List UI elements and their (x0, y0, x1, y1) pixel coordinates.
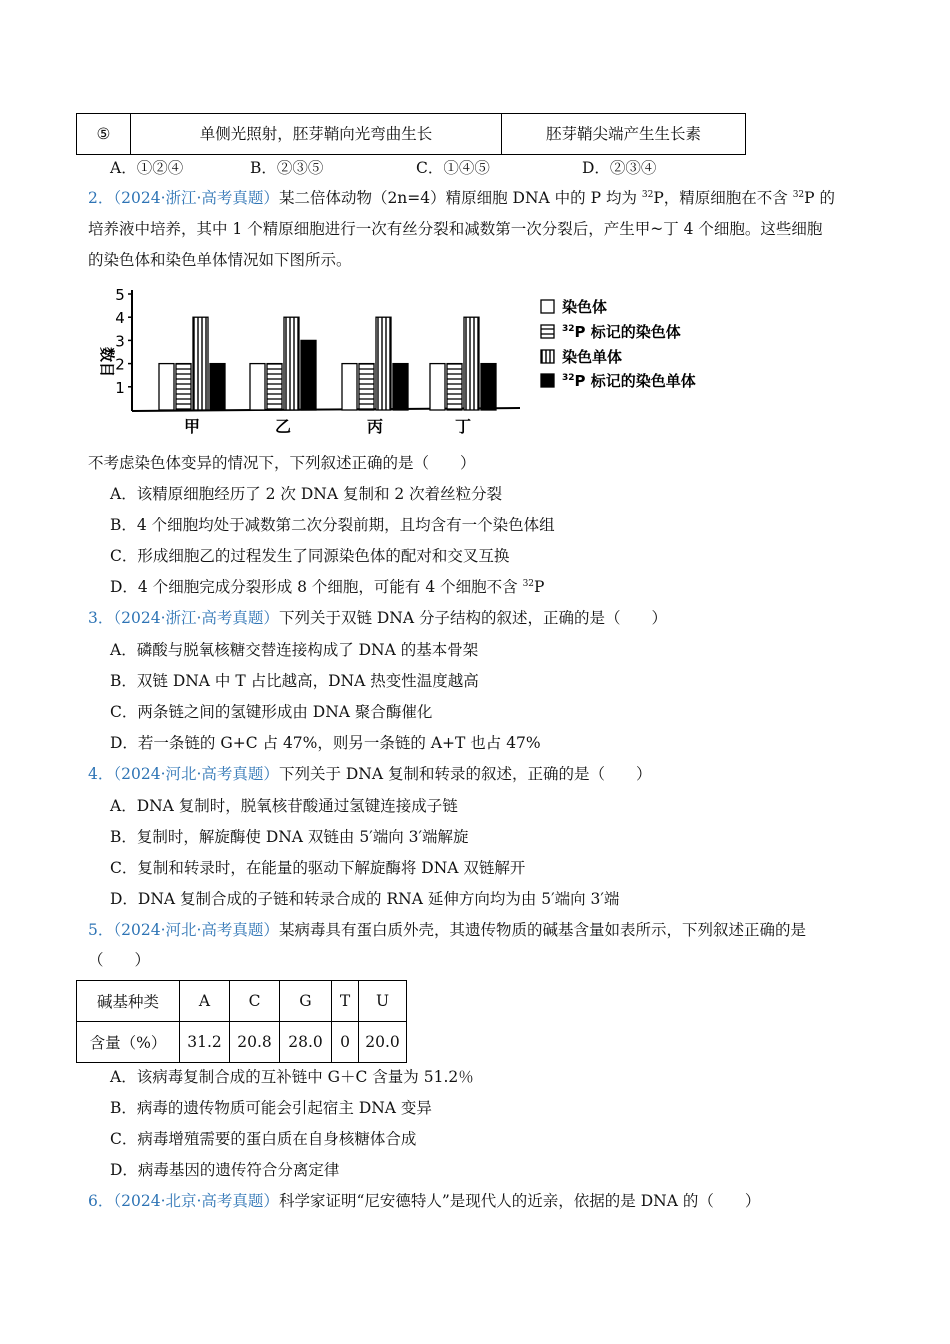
x-tick-label: 丁 (454, 417, 472, 436)
superscript: 32 (792, 190, 805, 200)
question-source: （2024·北京·高考真题） (113, 1192, 279, 1210)
phenomenon-cell: 单侧光照射，胚芽鞘向光弯曲生长 (199, 125, 433, 143)
table-cell: 31.2 (180, 1022, 230, 1063)
bar (267, 364, 282, 410)
bar (481, 364, 496, 410)
q5-line (88, 919, 806, 941)
q1-option-a: A．①②④ (110, 159, 184, 177)
q5-option-b: B．病毒的遗传物质可能会引起宿主 DNA 变异 (110, 1099, 432, 1117)
explanation-cell: 胚芽鞘尖端产生生长素 (545, 125, 701, 143)
q4-line (88, 763, 651, 785)
question-number: 3． (88, 609, 114, 627)
legend-swatch (541, 350, 554, 363)
bar (447, 364, 462, 410)
q6-line (88, 1190, 760, 1212)
q2-text: P 的 (804, 189, 836, 207)
y-tick-label: 1 (115, 378, 125, 397)
x-tick-label: 丙 (366, 417, 384, 436)
q2-option-c: C．形成细胞乙的过程发生了同源染色体的配对和交叉互换 (110, 547, 510, 565)
q5-option-d: D．病毒基因的遗传符合分离定律 (110, 1161, 340, 1179)
bar (430, 364, 445, 410)
q4-option-d: D．DNA 复制合成的子链和转录合成的 RNA 延伸方向均为由 5′端向 3′端 (110, 890, 620, 908)
q2-option-b: B．4 个细胞均处于减数第二次分裂前期，且均含有一个染色体组 (110, 516, 555, 534)
question-source: （2024·河北·高考真题） (113, 765, 279, 783)
q2-option-d-text: D．4 个细胞完成分裂形成 8 个细胞，可能有 4 个细胞不含 (110, 578, 523, 596)
q3-option-d: D．若一条链的 G+C 占 47%，则另一条链的 A+T 也占 47% (110, 734, 541, 752)
q2-option-a: A．该精原细胞经历了 2 次 DNA 复制和 2 次着丝粒分裂 (110, 485, 503, 503)
q3-option-c: C．两条链之间的氢键形成由 DNA 聚合酶催化 (110, 703, 433, 721)
q3-stem: 下列关于双链 DNA 分子结构的叙述，正确的是（ ） (278, 609, 667, 627)
question-number: 2． (88, 189, 114, 207)
table-header: C (230, 981, 280, 1022)
y-tick-label: 2 (115, 355, 125, 374)
q1-option-c: C．①④⑤ (416, 159, 490, 177)
legend-label: 染色体 (562, 298, 608, 316)
bar (342, 364, 357, 410)
legend-swatch (541, 325, 554, 338)
chromosome-bar-chart (92, 280, 732, 445)
q2-option-d-text: P (534, 578, 545, 596)
question-number: 6． (88, 1192, 114, 1210)
table-cell: 0 (332, 1022, 359, 1063)
bar (464, 317, 479, 410)
q5-option-a: A．该病毒复制合成的互补链中 G＋C 含量为 51.2％ (110, 1068, 474, 1086)
table-header: G (280, 981, 332, 1022)
y-tick-label: 4 (115, 309, 125, 328)
bar (176, 364, 191, 410)
q3-option-a: A．磷酸与脱氧核糖交替连接构成了 DNA 的基本骨架 (110, 641, 479, 659)
question-number: 4． (88, 765, 114, 783)
superscript: 32 (522, 579, 535, 589)
q2-line1 (88, 187, 835, 209)
legend-label: $^{32}$P 标记的染色体 (562, 323, 681, 341)
q2-line2: 培养液中培养，其中 1 个精原细胞进行一次有丝分裂和减数第一次分裂后，产生甲~丁 4 个细胞。这些细胞 (88, 220, 823, 238)
x-tick-label: 乙 (274, 417, 292, 436)
bar (376, 317, 391, 410)
bar (393, 364, 408, 410)
q4-option-a: A．DNA 复制时，脱氧核苷酸通过氢键连接成子链 (110, 797, 458, 815)
question-number: 5． (88, 921, 114, 939)
question-source: （2024·浙江·高考真题） (113, 609, 279, 627)
superscript: 32 (641, 190, 654, 200)
table-cell: 20.0 (359, 1022, 407, 1063)
x-tick-label: 甲 (183, 417, 201, 436)
legend-label: $^{32}$P 标记的染色单体 (562, 372, 696, 390)
y-axis-label: 数目 (98, 346, 116, 378)
table-header: A (180, 981, 230, 1022)
q2-text: 某二倍体动物（2n=4）精原细胞 DNA 中的 P 均为 (278, 189, 642, 207)
answer-table-row (76, 113, 746, 155)
q5-stem-cont: （ ） (88, 951, 151, 969)
q6-stem: 科学家证明“尼安德特人”是现代人的近亲，依据的是 DNA 的（ ） (278, 1192, 761, 1210)
q3-line (88, 607, 667, 629)
row-number: ⑤ (96, 125, 111, 143)
q4-option-c: C．复制和转录时，在能量的驱动下解旋酶将 DNA 双链解开 (110, 859, 526, 877)
bar (193, 317, 208, 410)
bar (284, 317, 299, 410)
bar (250, 364, 265, 410)
bar (210, 364, 225, 410)
bar (301, 340, 316, 410)
q2-text: P，精原细胞在不含 (653, 189, 793, 207)
q2-stem: 不考虑染色体变异的情况下，下列叙述正确的是（ ） (88, 454, 476, 472)
table-header: T (332, 981, 359, 1022)
y-tick-label: 5 (115, 286, 125, 304)
question-source: （2024·浙江·高考真题） (113, 189, 279, 207)
table-cell: 20.8 (230, 1022, 280, 1063)
q3-option-b: B．双链 DNA 中 T 占比越高，DNA 热变性温度越高 (110, 672, 479, 690)
table-cell: 含量（%） (77, 1022, 180, 1063)
bar (159, 364, 174, 410)
q1-option-b: B．②③⑤ (250, 159, 324, 177)
q5-option-c: C．病毒增殖需要的蛋白质在自身核糖体合成 (110, 1130, 417, 1148)
y-tick-label: 3 (115, 332, 125, 351)
table-header: 碱基种类 (77, 981, 180, 1022)
q4-stem: 下列关于 DNA 复制和转录的叙述，正确的是（ ） (278, 765, 652, 783)
table-header: U (359, 981, 407, 1022)
base-content-table (76, 980, 407, 1063)
q4-option-b: B．复制时，解旋酶使 DNA 双链由 5′端向 3′端解旋 (110, 828, 469, 846)
q2-line3: 的染色体和染色单体情况如下图所示。 (88, 251, 352, 269)
legend-label: 染色单体 (562, 348, 623, 366)
q1-option-d: D．②③④ (582, 159, 657, 177)
question-source: （2024·河北·高考真题） (113, 921, 279, 939)
table-cell: 28.0 (280, 1022, 332, 1063)
bar (359, 364, 374, 410)
legend-swatch (541, 300, 554, 313)
q5-stem: 某病毒具有蛋白质外壳，其遗传物质的碱基含量如表所示，下列叙述正确的是 (278, 921, 806, 939)
legend-swatch (541, 374, 554, 387)
q2-option-d (110, 576, 544, 598)
